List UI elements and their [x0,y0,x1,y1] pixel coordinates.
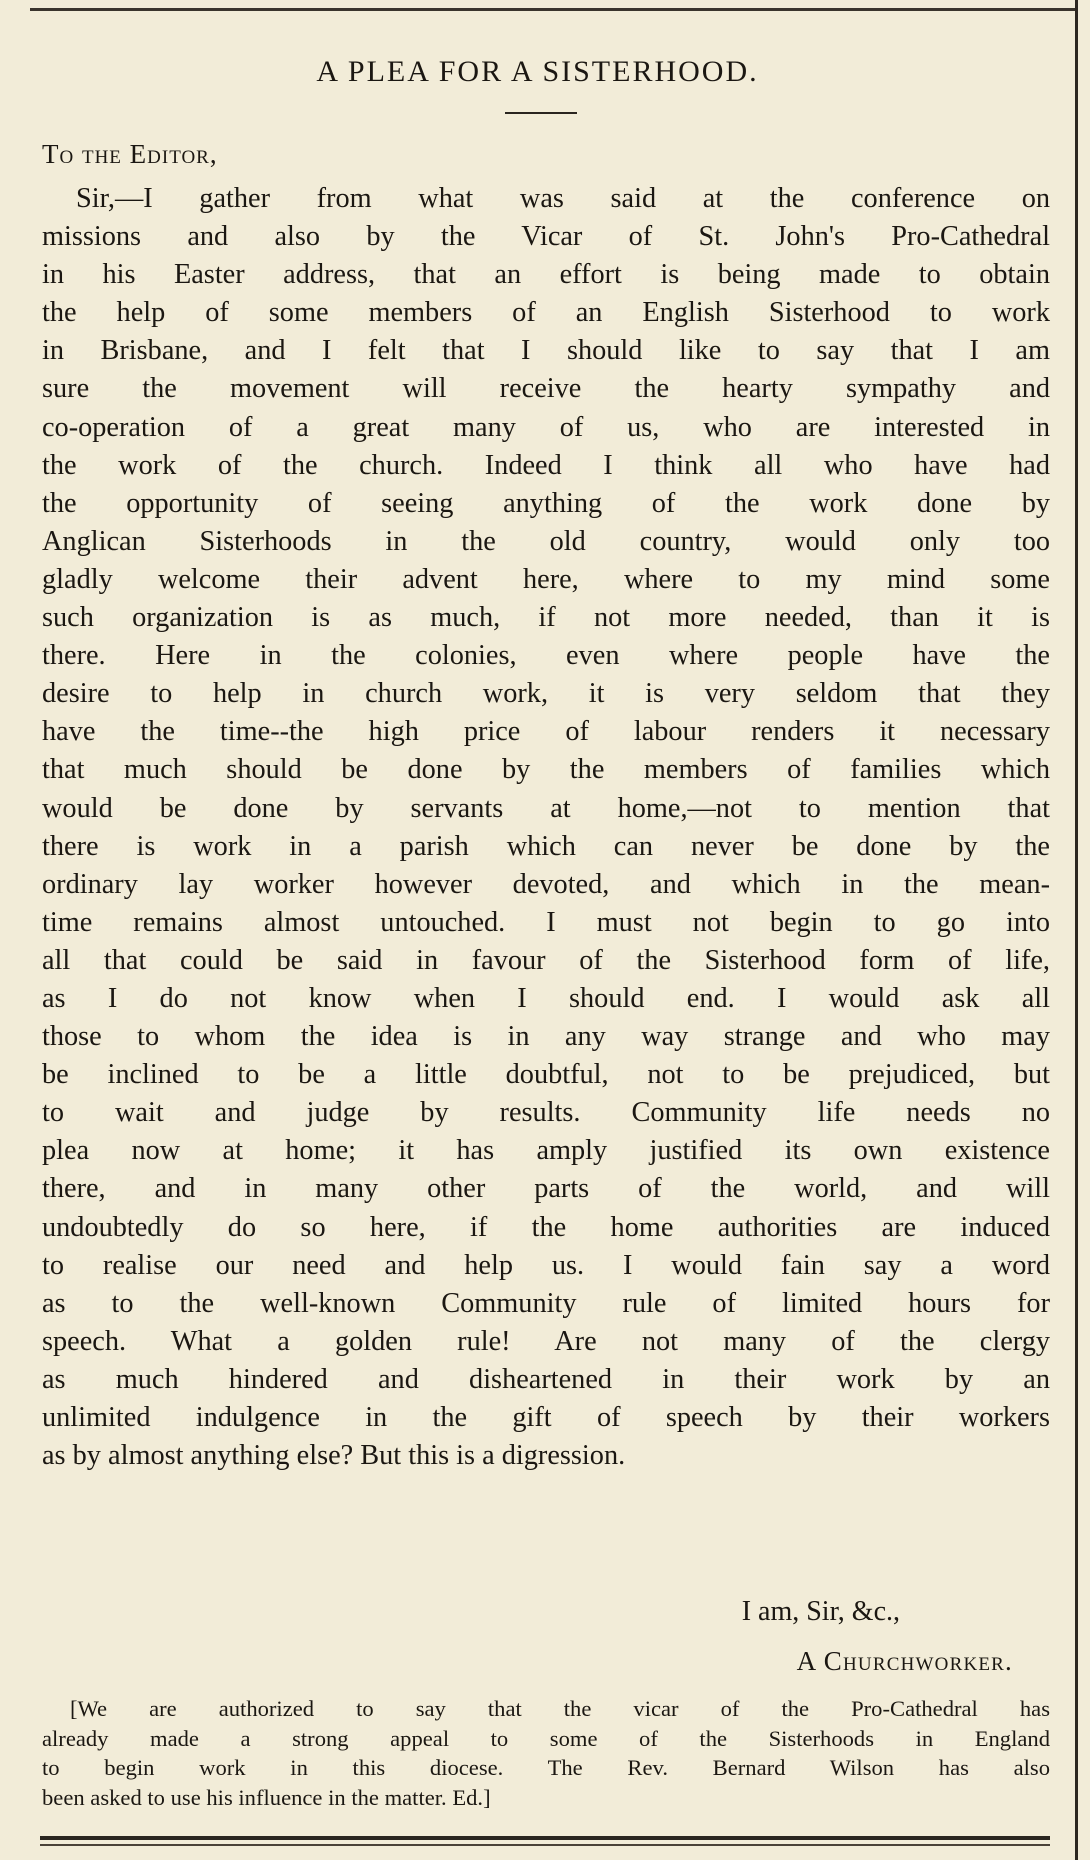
body-line: there, and in many other parts of the world, and will [42,1173,1050,1205]
title-divider [505,112,577,114]
body-line: as to the well-known Community rule of limited hours for [42,1287,1050,1319]
body-line: in his Easter address, that an effort is being made to obtain [42,259,1050,291]
body-line: there. Here in the colonies, even where people have the [42,640,1050,672]
editor-note-line: to begin work in this diocese. The Rev. Bernard Wilson has also [42,1755,1050,1780]
body-line: those to whom the idea is in any way strange and who may [42,1021,1050,1053]
body-line: have the time--the high price of labour renders it necessary [42,716,1050,748]
body-line: co-operation of a great many of us, who are interested in [42,411,1050,443]
bottom-rule-thin [40,1844,1050,1846]
body-line: gladly welcome their advent here, where to my mind some [42,563,1050,595]
body-line: missions and also by the Vicar of St. John's Pro-Cathedral [42,221,1050,253]
editor-note-line: been asked to use his influence in the matter. Ed.] [42,1784,491,1810]
body-line: would be done by servants at home,—not to mention that [42,792,1050,824]
body-line: the work of the church. Indeed I think all who have had [42,449,1050,481]
body-line: speech. What a golden rule! Are not many of the clergy [42,1325,1050,1357]
body-line: to wait and judge by results. Community life needs no [42,1097,1050,1129]
article-title: A PLEA FOR A SISTERHOOD. [316,55,759,88]
body-line: the opportunity of seeing anything of the work done by [42,487,1050,519]
letter-body [42,180,1050,1475]
body-line: there is work in a parish which can never be done by the [42,830,1050,862]
salutation: To the Editor, [42,139,218,169]
body-line: plea now at home; it has amply justified its own existence [42,1135,1050,1167]
body-line: undoubtedly do so here, if the home authorities are induced [42,1211,1050,1243]
column-rule [1075,0,1078,1860]
body-line: Anglican Sisterhoods in the old country, would only too [42,525,1050,557]
bottom-rule [40,1836,1050,1840]
body-line: such organization is as much, if not more needed, than it is [42,602,1050,634]
body-line: that much should be done by the members of families which [42,754,1050,786]
body-line: as much hindered and disheartened in their work by an [42,1363,1050,1395]
body-line: the help of some members of an English Sisterhood to work [42,297,1050,329]
body-line: as by almost anything else? But this is a digression. [42,1440,626,1472]
editor-note [42,1694,1050,1812]
body-line: as I do not know when I should end. I would ask all [42,982,1050,1014]
body-line: Sir,—I gather from what was said at the conference on [76,183,1050,214]
body-line: ordinary lay worker however devoted, and which in the mean- [42,868,1050,900]
body-line: in Brisbane, and I felt that I should like to say that I am [42,335,1050,367]
body-line: be inclined to be a little doubtful, not to be prejudiced, but [42,1059,1050,1091]
body-line: unlimited indulgence in the gift of speech by their workers [42,1402,1050,1433]
body-line: desire to help in church work, it is very seldom that they [42,678,1050,710]
closing-line: I am, Sir, &c., [741,1596,900,1627]
editor-note-line: already made a strong appeal to some of the Sisterhoods in England [42,1725,1050,1751]
body-line: to realise our need and help us. I would fain say a word [42,1249,1050,1281]
top-rule [30,8,1075,11]
editor-note-line: [We are authorized to say that the vicar of the Pro-Cathedral has [70,1696,1050,1721]
body-line: sure the movement will receive the hearty sympathy and [42,373,1050,405]
signature: A Churchworker. [796,1646,1013,1676]
body-line: all that could be said in favour of the Sisterhood form of life, [42,944,1050,976]
body-line: time remains almost untouched. I must not begin to go into [42,906,1050,938]
